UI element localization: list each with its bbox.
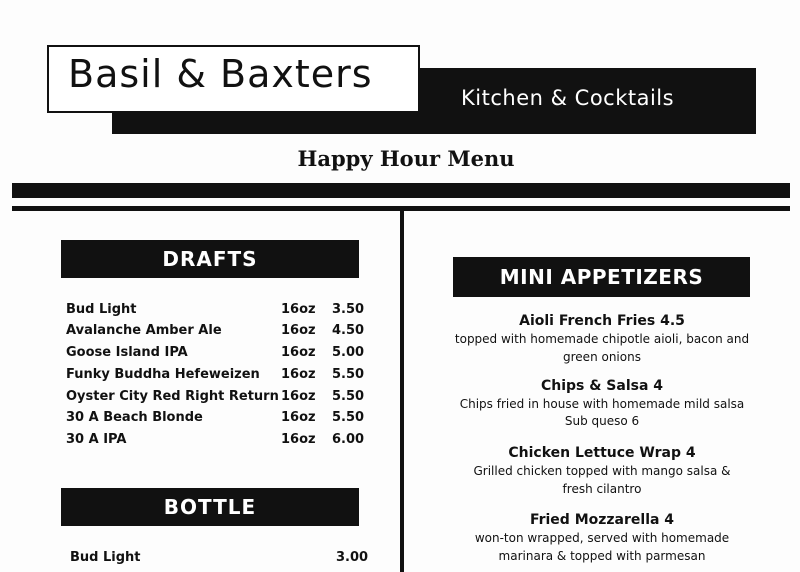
- draft-name: Funky Buddha Hefeweizen: [66, 367, 260, 382]
- draft-name: 30 A Beach Blonde: [66, 410, 203, 425]
- draft-size: 16oz: [281, 367, 316, 382]
- appetizer-note: Sub queso 6: [564, 414, 640, 428]
- menu-title: Happy Hour Menu: [297, 146, 515, 171]
- brand-name: Basil & Baxters: [68, 52, 373, 96]
- draft-name: 30 A IPA: [66, 432, 127, 447]
- draft-price: 4.50: [332, 323, 365, 338]
- draft-size: 16oz: [281, 345, 316, 360]
- draft-row: [66, 410, 366, 432]
- draft-price: 6.00: [332, 432, 365, 447]
- appetizer-description: won-ton wrapped, served with homemade marinara & topped with parmesan: [474, 531, 730, 563]
- draft-row: [66, 432, 366, 454]
- divider-thick: [12, 183, 790, 198]
- appetizer-item: [452, 445, 752, 498]
- appetizer-title: Chips & Salsa 4: [540, 378, 664, 394]
- draft-size: 16oz: [281, 302, 316, 317]
- draft-name: Oyster City Red Right Return: [66, 389, 279, 404]
- draft-price: 5.50: [332, 410, 365, 425]
- appetizer-item: [452, 313, 752, 366]
- bottle-price: 3.00: [336, 550, 369, 565]
- bottle-header: BOTTLE: [61, 488, 359, 526]
- appetizer-title: Chicken Lettuce Wrap 4: [508, 445, 696, 461]
- column-divider: [400, 206, 404, 572]
- draft-name: Goose Island IPA: [66, 345, 188, 360]
- appetizer-title: Fried Mozzarella 4: [529, 512, 675, 528]
- draft-row: [66, 302, 366, 324]
- appetizers-header: MINI APPETIZERS: [453, 257, 750, 297]
- drafts-header: DRAFTS: [61, 240, 359, 278]
- appetizer-title: Aioli French Fries 4.5: [519, 313, 685, 329]
- draft-size: 16oz: [281, 410, 316, 425]
- appetizer-description: Grilled chicken topped with mango salsa & fresh cilantro: [473, 464, 731, 496]
- draft-price: 5.50: [332, 367, 365, 382]
- draft-size: 16oz: [281, 323, 316, 338]
- appetizer-description: Chips fried in house with homemade mild salsa: [459, 397, 745, 411]
- draft-size: 16oz: [281, 432, 316, 447]
- draft-row: [66, 345, 366, 367]
- draft-price: 5.00: [332, 345, 365, 360]
- appetizer-item: [452, 378, 752, 430]
- brand-tagline: Kitchen & Cocktails: [461, 86, 675, 110]
- draft-price: 5.50: [332, 389, 365, 404]
- draft-price: 3.50: [332, 302, 365, 317]
- appetizer-item: [452, 512, 752, 565]
- appetizer-description: topped with homemade chipotle aioli, bacon and green onions: [454, 332, 750, 364]
- draft-row: [66, 389, 366, 411]
- draft-row: [66, 367, 366, 389]
- draft-size: 16oz: [281, 389, 316, 404]
- draft-row: [66, 323, 366, 345]
- draft-name: Bud Light: [66, 302, 137, 317]
- draft-name: Avalanche Amber Ale: [66, 323, 222, 338]
- bottle-name: Bud Light: [70, 550, 141, 565]
